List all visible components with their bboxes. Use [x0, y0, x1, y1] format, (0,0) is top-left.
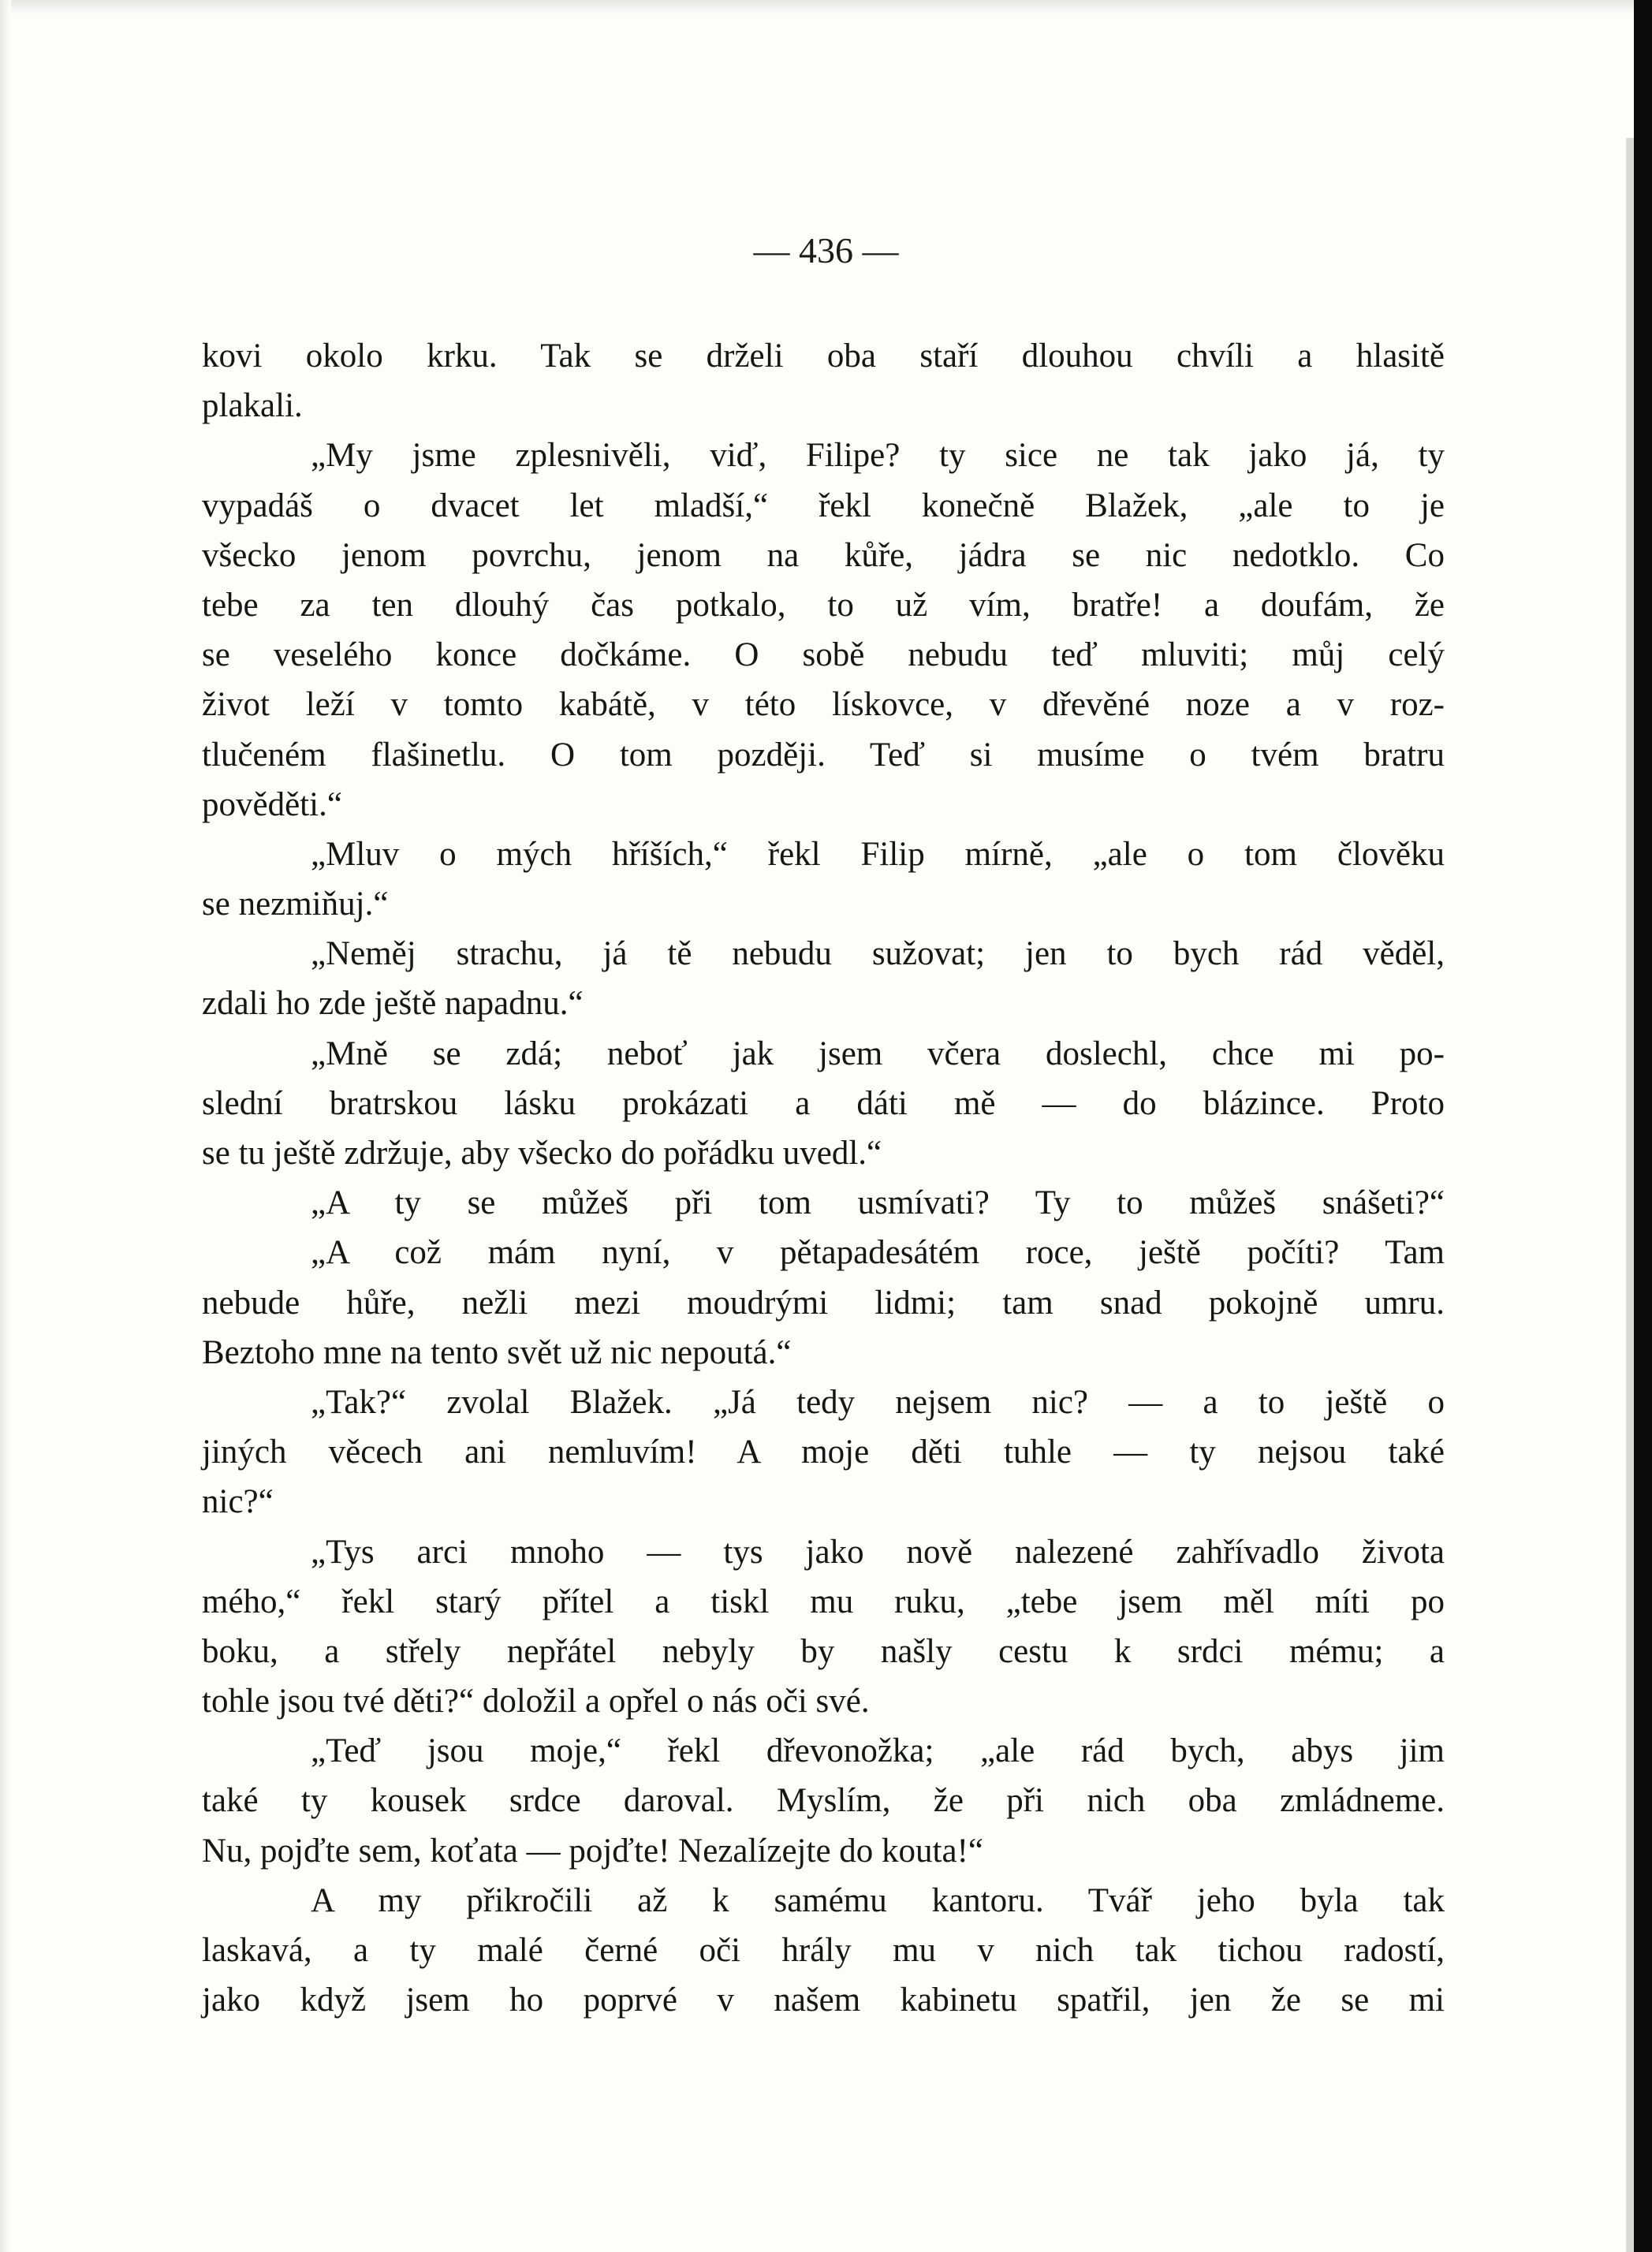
text-line: také ty kousek srdce daroval. Myslím, že při nich oba zmládneme. — [202, 1782, 1445, 1820]
text-line: plakali. — [202, 387, 303, 425]
binding-shadow — [1626, 138, 1634, 2252]
page-left-edge — [0, 0, 11, 2252]
text-line: zdali ho zde ještě napadnu.“ — [202, 985, 584, 1023]
text-line: Nu, pojďte sem, koťata — pojďte! Nezalízejte do kouta!“ — [202, 1832, 983, 1870]
text-line: Beztoho mne na tento svět už nic nepoutá.“ — [202, 1333, 792, 1371]
body-text — [202, 331, 1445, 2025]
text-line: mého,“ řekl starý přítel a tiskl mu ruku, „tebe jsem měl míti po — [202, 1583, 1445, 1620]
text-line: „Tak?“ zvolal Blažek. „Já tedy nejsem nic? — a to ještě o — [311, 1383, 1445, 1421]
text-line: se nezmiňuj.“ — [202, 886, 389, 923]
text-line: nic?“ — [202, 1483, 274, 1521]
text-line: „Teď jsou moje,“ řekl dřevonožka; „ale rád bych, abys jim — [311, 1732, 1445, 1770]
text-line: se tu ještě zdržuje, aby všecko do pořádku uvedl.“ — [202, 1135, 882, 1172]
text-line: jako když jsem ho poprvé v našem kabinetu spatřil, jen že se mi — [202, 1982, 1445, 2019]
page-top-edge — [0, 0, 1652, 14]
text-line: „Tys arci mnoho — tys jako nově nalezené zahřívadlo života — [311, 1533, 1445, 1571]
text-line: pověděti.“ — [202, 785, 342, 823]
text-line: tohle jsou tvé děti?“ doložil a opřel o nás oči své. — [202, 1683, 870, 1721]
text-line: „A což mám nyní, v pětapadesátém roce, ještě počíti? Tam — [311, 1234, 1445, 1272]
text-line: laskavá, a ty malé černé oči hrály mu v nich tak tichou radostí, — [202, 1932, 1445, 1969]
text-line: „Neměj strachu, já tě nebudu sužovat; jen to bych rád věděl, — [311, 935, 1445, 973]
text-line: „A ty se můžeš při tom usmívati? Ty to můžeš snášeti?“ — [311, 1184, 1445, 1222]
text-line: „My jsme zplesnivěli, viď, Filipe? ty sice ne tak jako já, ty — [311, 437, 1445, 475]
text-line: A my přikročili až k samému kantoru. Tvář jeho byla tak — [311, 1881, 1445, 1919]
page-number: — 436 — — [753, 230, 899, 270]
text-line: „Mně se zdá; neboť jak jsem včera doslechl, chce mi po- — [311, 1035, 1445, 1072]
text-line: nebude hůře, nežli mezi moudrými lidmi; tam snad pokojně umru. — [202, 1284, 1445, 1322]
text-line: slední bratrskou lásku prokázati a dáti mě — do blázince. Proto — [202, 1084, 1445, 1122]
text-line: tlučeném flašinetlu. O tom později. Teď si musíme o tvém bratru — [202, 736, 1445, 774]
text-line: vypadáš o dvacet let mladší,“ řekl konečně Blažek, „ale to je — [202, 487, 1445, 524]
text-line: se veselého konce dočkáme. O sobě nebudu teď mluviti; můj celý — [202, 636, 1445, 674]
text-line: boku, a střely nepřátel nebyly by našly cestu k srdci mému; a — [202, 1632, 1445, 1670]
text-line: „Mluv o mých hříších,“ řekl Filip mírně, „ale o tom člověku — [311, 835, 1445, 873]
text-line: všecko jenom povrchu, jenom na kůře, jádra se nic nedotklo. Co — [202, 536, 1445, 574]
text-line: tebe za ten dlouhý čas potkalo, to už vím, bratře! a doufám, že — [202, 586, 1445, 624]
text-line: život leží v tomto kabátě, v této lískovce, v dřevěné noze a v roz- — [202, 686, 1445, 724]
text-line: kovi okolo krku. Tak se drželi oba staří dlouhou chvíli a hlasitě — [202, 337, 1445, 375]
text-line: jiných věcech ani nemluvím! A moje děti tuhle — ty nejsou také — [202, 1434, 1445, 1471]
scan-right-border — [1634, 0, 1652, 2252]
